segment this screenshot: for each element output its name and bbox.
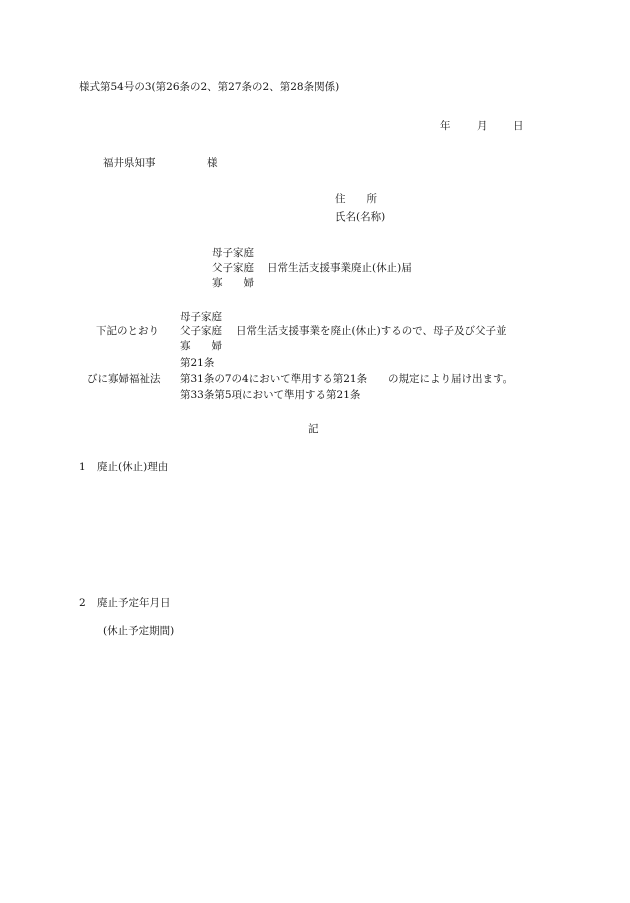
title-option-boshi: 母子家庭 <box>212 247 254 259</box>
ki-heading: 記 <box>308 423 319 435</box>
title-text: 日常生活支援事業廃止(休止)届 <box>267 262 412 274</box>
body-line2-suffix: の規定により届け出ます。 <box>388 373 514 385</box>
body-option-fushi: 父子家庭 <box>180 325 222 337</box>
form-number: 様式第54号の3(第26条の2、第27条の2、第28条関係) <box>79 81 340 93</box>
address-label: 住 所 <box>335 193 377 205</box>
section-1-label: 廃止(休止)理由 <box>97 461 169 473</box>
date-day-label: 日 <box>513 120 524 132</box>
section-1-number: 1 <box>79 461 86 473</box>
article-option-33: 第33条第5項において準用する第21条 <box>180 389 361 401</box>
body-intro: 下記のとおり <box>96 325 159 337</box>
section-2-note: (休止予定期間) <box>103 625 175 637</box>
date-year-label: 年 <box>440 120 451 132</box>
section-2-label: 廃止予定年月日 <box>97 597 171 609</box>
addressee-honorific: 様 <box>207 157 218 169</box>
body-line2-prefix: びに寡婦福祉法 <box>87 373 161 385</box>
article-option-31: 第31条の7の4において準用する第21条 <box>180 373 368 385</box>
article-option-21: 第21条 <box>180 357 215 369</box>
body-option-boshi: 母子家庭 <box>180 311 222 323</box>
title-option-kafu: 寡 婦 <box>212 277 254 289</box>
date-month-label: 月 <box>477 120 488 132</box>
title-option-fushi: 父子家庭 <box>212 262 254 274</box>
body-option-kafu: 寡 婦 <box>180 340 222 352</box>
body-line1: 日常生活支援事業を廃止(休止)するので、母子及び父子並 <box>236 325 507 337</box>
name-label: 氏名(名称) <box>335 211 386 223</box>
addressee-name: 福井県知事 <box>103 157 156 169</box>
section-2-number: 2 <box>79 597 86 609</box>
